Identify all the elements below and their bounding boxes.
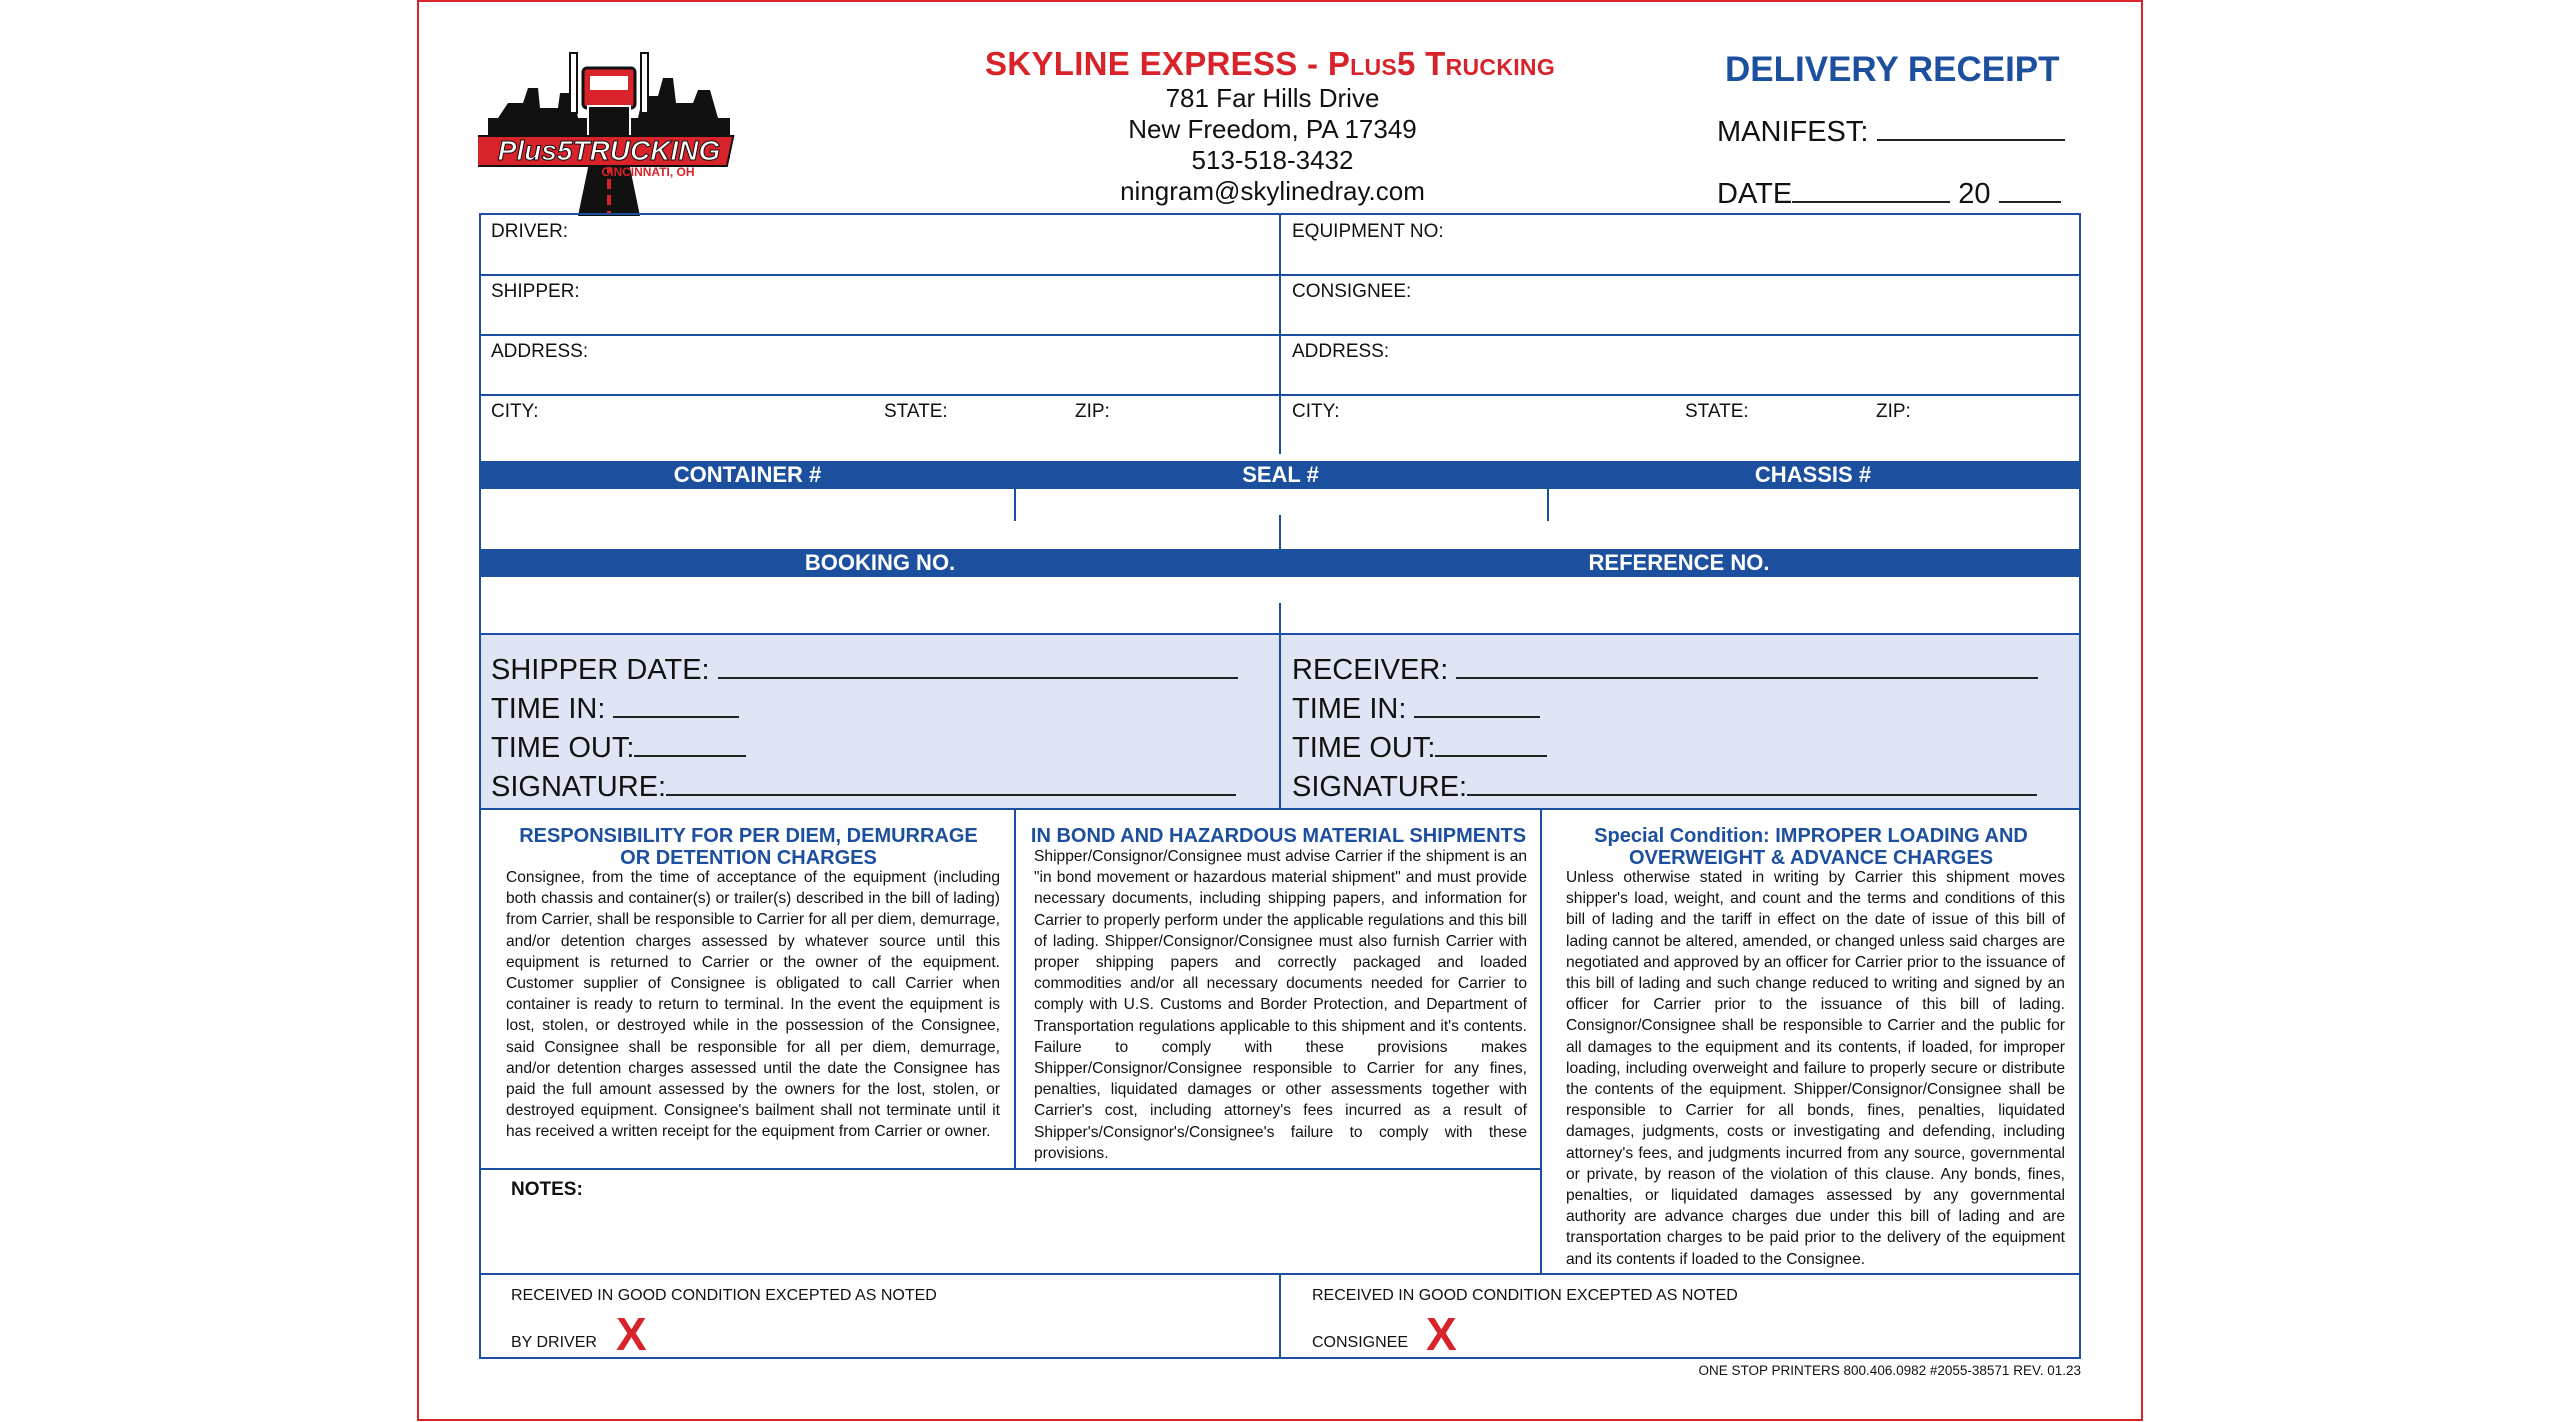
consignee-address-field[interactable]: ADDRESS: [1292,341,1390,362]
shipper-time-out-field[interactable]: TIME OUT: [491,731,746,765]
logo-text: Plus5TRUCKING [497,135,721,166]
consignee-zip-field[interactable]: ZIP: [1876,401,1911,422]
shipper-city-field[interactable]: CITY: [491,401,539,422]
driver-field[interactable]: DRIVER: [491,221,569,242]
form-grid [479,213,2081,1359]
shipper-field[interactable]: SHIPPER: [491,281,580,302]
shipper-address-field[interactable]: ADDRESS: [491,341,589,362]
logo-subtext: CINCINNATI, OH [601,165,695,179]
document-title: DELIVERY RECEIPT [1725,50,2060,89]
consignee-condition-text: RECEIVED IN GOOD CONDITION EXCEPTED AS NOTED [1312,1287,1738,1304]
notes-label: NOTES: [511,1179,583,1200]
plus5-trucking-logo [478,48,740,216]
container-input[interactable] [483,491,1012,547]
chassis-input[interactable] [1551,491,2077,547]
by-driver-label: BY DRIVER [511,1334,597,1351]
reference-header: REFERENCE NO. [1588,550,1770,575]
responsibility-text: Consignee, from the time of acceptance of the equipment (including both chassis and container(s) or trailer(s) described in the bill of lading) from Carrier, shall be responsible to Carrier for all per diem, demurrage, and/or detention charges assessed by whatever source until this equipment is returned to Carrier or the owner of the equipment. Customer supplier of Consignee is obligated to call Carrier when container is ready to return to terminal. In the event the equipment is lost, stolen, or destroyed while in the possession of the Consignee, said Consignee shall be responsible for all per diem, demurrage, and/or detention charges assessed until the date the Consignee has paid the full amount assessed by the owners for the lost, stolen, or destroyed equipment. Consignee's bailment shall not terminate until it has received a written receipt for the equipment from Carrier or owner. [506,869,1000,1141]
address-line1: 781 Far Hills Drive [1165,83,1380,113]
special-condition-heading: Special Condition: IMPROPER LOADING AND OVERWEIGHT & ADVANCE CHARGES [1594,825,2028,869]
reference-input[interactable] [1283,579,2077,631]
date-field[interactable]: DATE 20 [1717,177,2061,211]
driver-sign-x-mark[interactable]: X [616,1308,647,1360]
consignee-label: CONSIGNEE [1312,1334,1409,1351]
bond-text: Shipper/Consignor/Consignee must advise Carrier if the shipment is an "in bond movement or hazardous material shipment" and must provide necessary documents, including shipping papers, and information for Carrier to properly perform under the applicable regulations and this bill of lading. Shipper/Consignor/Consignee must also furnish Carrier with proper shipping papers and correctly packaged and loaded commodities and/or all necessary documents needed for Carrier to comply with U.S. Customs and Border Protection, and Department of Transportation regulations applicable to this shipment and it's contents. Failure to comply with these provisions makes Shipper/Consignor/Consignee responsible to Carrier for any fines, penalties, liquidated damages or other assessments together with Carrier's cost, including attorney's fees incurred as a result of Shipper's/Consignor's/Consignee's failure to comply with these provisions. [1034,848,1527,1162]
address-line2: New Freedom, PA 17349 [1128,114,1417,144]
consignee-field[interactable]: CONSIGNEE: [1292,281,1412,302]
phone: 513-518-3432 [1191,145,1354,175]
email: ningram@skylinedray.com [1120,176,1425,206]
company-name: SKYLINE EXPRESS - Plus5 Trucking [985,45,1556,82]
receiver-time-out-field[interactable]: TIME OUT: [1292,731,1547,765]
manifest-field[interactable]: MANIFEST: [1717,115,2065,149]
receiver-field[interactable]: RECEIVER: [1292,653,2038,687]
chassis-header: CHASSIS # [1754,462,1872,487]
booking-header: BOOKING NO. [804,550,956,575]
company-subname: Plus5 Trucking [1327,45,1556,82]
shipper-state-field[interactable]: STATE: [884,401,948,422]
booking-input[interactable] [483,579,1277,631]
shipper-zip-field[interactable]: ZIP: [1075,401,1110,422]
receiver-signature-field[interactable]: SIGNATURE: [1292,770,2037,804]
booking-reference-bar [481,549,2079,577]
driver-condition-text: RECEIVED IN GOOD CONDITION EXCEPTED AS NOTED [511,1287,937,1304]
printer-footer: ONE STOP PRINTERS 800.406.0982 #2055-38571 REV. 01.23 [1698,1363,2081,1378]
consignee-state-field[interactable]: STATE: [1685,401,1749,422]
seal-header: SEAL # [1242,462,1319,487]
equipment-no-field[interactable]: EQUIPMENT NO: [1292,221,1444,242]
shipper-date-field[interactable]: SHIPPER DATE: [491,653,1238,687]
shipper-signature-field[interactable]: SIGNATURE: [491,770,1236,804]
responsibility-heading: RESPONSIBILITY FOR PER DIEM, DEMURRAGE OR DETENTION CHARGES [519,825,978,869]
notes-input[interactable] [483,1205,1538,1271]
seal-input[interactable] [1018,491,1545,547]
bond-heading: IN BOND AND HAZARDOUS MATERIAL SHIPMENTS [1030,825,1527,847]
receiver-time-in-field[interactable]: TIME IN: [1292,692,1540,726]
consignee-sign-x-mark[interactable]: X [1426,1308,1457,1360]
shipper-time-in-field[interactable]: TIME IN: [491,692,739,726]
container-seal-chassis-bar [481,461,2079,489]
special-condition-text: Unless otherwise stated in writing by Carrier this shipment moves shipper's load, weight, and count and the terms and conditions of this bill of lading and the tariff in effect on the date of issue of this bill of lading cannot be altered, amended, or changed unless said charges are negotiated and approved by an officer for Carrier prior to the issuance of this bill of lading and such change reduced to writing and signed by an officer for Carrier prior to the issuance of this bill of lading. Consignor/Consignee shall be responsible to Carrier and the public for all damages to the equipment and its contents, if loaded, for improper loading, including overweight and failure to properly secure or distribute the contents of the equipment. Shipper/Consignor/Consignee shall be responsible to Carrier for all bonds, fines, penalties, liquidated damages, judgments, costs or investigating and defending, including attorney's fees, and judgments incurred from any source, governmental or private, by reason of the violation of this clause. Any bonds, fines, penalties, or liquidated damages assessed by any governmental authority are advance charges due under this bill of lading and are transportation charges to be paid prior to the delivery of the equipment and its contents if loaded to the Consignee. [1566,869,2065,1268]
consignee-city-field[interactable]: CITY: [1292,401,1340,422]
container-header: CONTAINER # [673,462,822,487]
